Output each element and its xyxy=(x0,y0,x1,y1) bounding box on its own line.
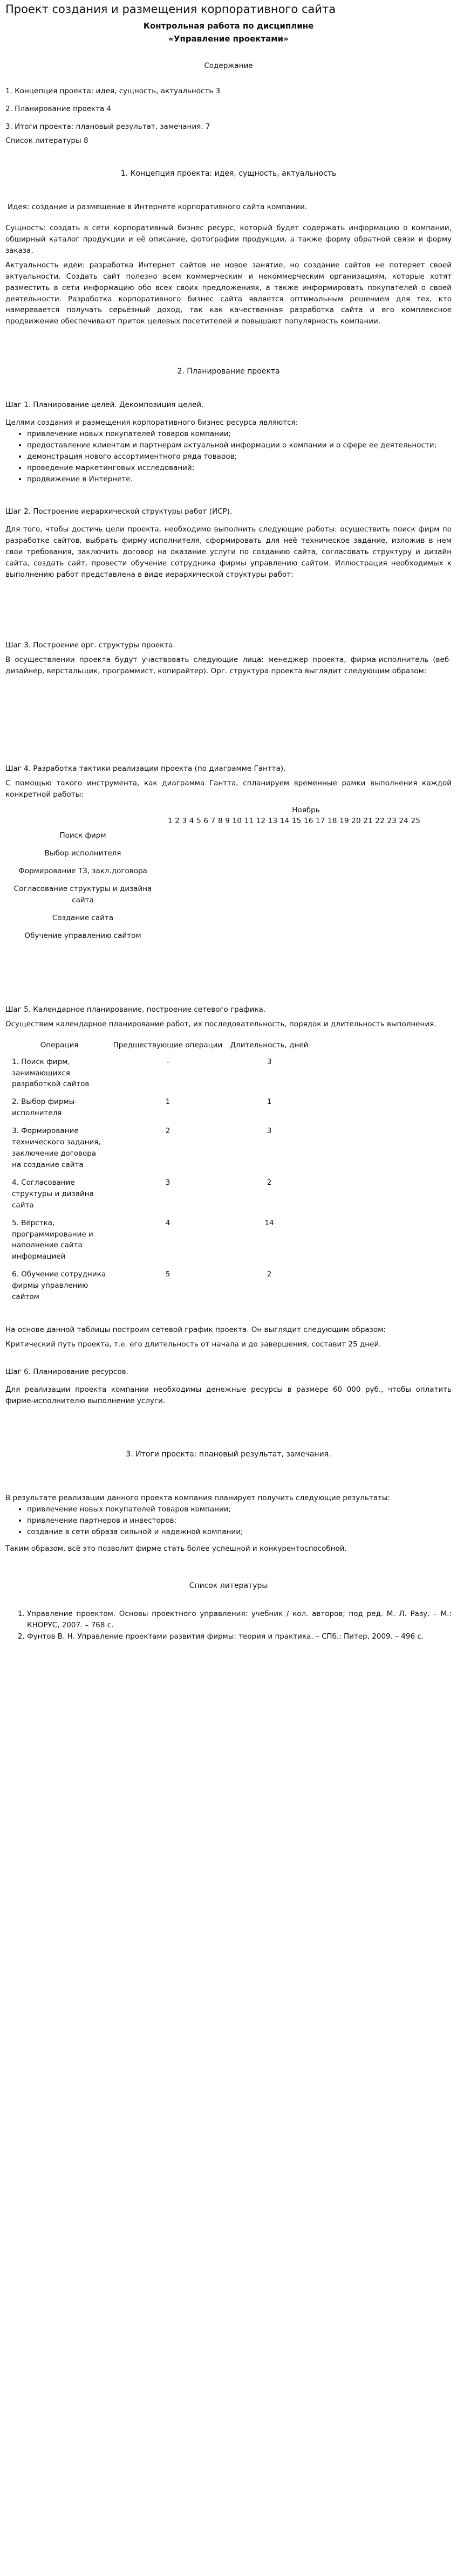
gantt-task: Поиск фирм xyxy=(59,831,106,840)
table-cell-prev: 1 xyxy=(165,1097,170,1107)
list-item: • демонстрация нового ассортиментного ряда товаров; xyxy=(27,451,452,462)
heading-line-1: Контрольная работа по дисциплине xyxy=(143,21,314,31)
step-3-text: В осуществлении проекта будут участвовать следующие лица: менеджер проекта, фирма-исполнитель (веб-дизайнер, верстальщик, программист, копирайтер). Орг. структура проекта выглядит следующим образом: xyxy=(5,655,452,675)
table-row xyxy=(10,1214,312,1266)
table-cell-operation: 5. Вёрстка, программирование и наполнение сайта информацией xyxy=(12,1218,93,1261)
table-cell-operation: 3. Формирование технического задания, заключение договора на создание сайта xyxy=(12,1127,101,1169)
list-item: • создание в сети образа сильной и надежной компании; xyxy=(27,1527,452,1538)
network-after-text-2: Критический путь проекта, т.е. его длительность от начала и до завершения, составит 25 дней. xyxy=(5,1340,381,1349)
references-list xyxy=(5,1608,452,1642)
references-title: Список литературы xyxy=(189,1581,268,1590)
step-3-title: Шаг 3. Построение орг. структуры проекта. xyxy=(5,640,175,650)
step-2-text: Для того, чтобы достичь цели проекта, необходимо выполнить следующие работы: осуществить поиск фирм по разработке сайтов, выбрать фирму-исполнителя, сформировать для неё техническое задание, изложив в нем свои требования, заключить договор на оказание услуги по созданию сайта, согласовать структуру и дизайн сайта, создать сайт, провести обучение сотрудника фирмы управлению сайтом. Иллюстрация необходимых к выполнению работ представлена в виде иерархической структуры работ: xyxy=(5,525,452,579)
table-cell-operation: 1. Поиск фирм, занимающихся разработкой сайтов xyxy=(12,1057,90,1089)
section-1-relevance: Актуальность идеи: разработка Интернет сайтов не новое занятие, но создание сайтов не потеряет своей актуальности. Создать сайт полезно всем коммерческим и некоммерческим организациям, которые хотят разместить в сети информацию обо всех своих предложениях, а также информировать покупателей о своей деятельности. Разработка корпоративного бизнес сайта является оптимальным решением для тех, кто намеревается получать серьёзный доход, так как качественная разработка сайта и его комплексное продвижение обеспечивают приток целевых посетителей и повышают популярность компании. xyxy=(5,260,452,326)
section-1-title: 1. Концепция проекта: идея, сущность, актуальность xyxy=(120,169,337,178)
list-item: • привлечение партнеров и инвесторов; xyxy=(27,1515,452,1527)
network-after-text-1: На основе данной таблицы построим сетевой график проекта. Он выглядит следующим образом: xyxy=(5,1325,386,1335)
table-cell-duration: 2 xyxy=(267,1178,272,1187)
table-cell-operation: 2. Выбор фирмы-исполнителя xyxy=(12,1097,78,1118)
section-1-idea: Идея: создание и размещение в Интернете корпоративного сайта компании. xyxy=(8,203,308,212)
step-5-text: Осуществим календарное планирование работ, их последовательность, порядок и длительность выполнения. xyxy=(5,1019,436,1028)
table-cell-operation: 4. Согласование структуры и дизайна сайта xyxy=(12,1178,94,1210)
table-row xyxy=(10,1266,312,1306)
table-cell-prev: 4 xyxy=(165,1218,170,1227)
section-3-title: 3. Итоги проекта: плановый результат, замечания. xyxy=(126,1449,331,1459)
table-cell-duration: 2 xyxy=(267,1270,272,1279)
network-table xyxy=(10,1038,312,1306)
toc-item: 1. Концепция проекта: идея, сущность, актуальность 3 xyxy=(5,86,221,95)
list-item: • продвижение в Интернете. xyxy=(27,474,452,485)
list-item: • проведение маркетинговых исследований; xyxy=(27,462,452,474)
step-5-title: Шаг 5. Календарное планирование, построение сетевого графика. xyxy=(5,1005,266,1014)
step-6-text: Для реализации проекта компании необходимы денежные ресурсы в размере 60 000 руб., чтобы оплатить фирме-исполнителю выполнение услуги. xyxy=(5,1385,452,1405)
gantt-days: 1 2 3 4 5 6 7 8 9 10 11 12 13 14 15 16 17 18 19 20 21 22 23 24 25 xyxy=(168,817,421,826)
table-cell-prev: - xyxy=(166,1057,169,1066)
table-of-contents xyxy=(5,86,452,147)
step-4-title: Шаг 4. Разработка тактики реализации проекта (по диаграмме Гантта). xyxy=(5,764,286,773)
table-cell-duration: 3 xyxy=(267,1127,272,1136)
section-3-conclusion: Таким образом, всё это позволит фирме стать более успешной и конкурентоспособной. xyxy=(5,1544,347,1553)
table-row xyxy=(10,1174,312,1214)
list-item: 2. Фунтов В. Н. Управление проектами развития фирмы: теория и практика. – СПб.: Питер, 2009. – 496 с. xyxy=(27,1631,452,1642)
document-title: Проект создания и размещения корпоративного сайта xyxy=(5,3,336,16)
gantt-task: Выбор исполнителя xyxy=(44,849,121,858)
section-3-intro: В результате реализации данного проекта компания планирует получить следующие результаты: xyxy=(5,1494,391,1503)
gantt-task: Обучение управлению сайтом xyxy=(24,931,141,940)
table-row xyxy=(10,1053,312,1094)
table-header: Операция xyxy=(40,1040,79,1049)
step-1-intro: Целями создания и размещения корпоративного бизнес ресурса являются: xyxy=(5,418,298,427)
goals-list xyxy=(5,429,452,485)
table-row xyxy=(10,1122,312,1174)
section-1-essence: Сущность: создать в сети корпоративный бизнес ресурс, который будет содержать информацию о компании, обширный каталог продукции и её описание, фотографии продукции, а также форму обратной связи и форму заказа. xyxy=(5,224,452,255)
table-cell-operation: 6. Обучение сотрудника фирмы управлению сайтом xyxy=(12,1270,106,1302)
table-cell-prev: 5 xyxy=(165,1270,170,1279)
toc-item: 2. Планирование проекта 4 xyxy=(5,104,112,113)
results-list xyxy=(5,1504,452,1538)
gantt-task: Создание сайта xyxy=(52,913,114,922)
table-cell-duration: 14 xyxy=(264,1218,274,1227)
toc-title: Содержание xyxy=(204,61,253,70)
step-1-title: Шаг 1. Планирование целей. Декомпозиция целей. xyxy=(5,400,204,409)
table-cell-prev: 2 xyxy=(165,1127,170,1136)
gantt-table xyxy=(5,805,452,945)
table-row xyxy=(10,1093,312,1122)
table-cell-duration: 1 xyxy=(267,1097,272,1107)
list-item: • привлечение новых покупателей товаров компании; xyxy=(27,1504,452,1515)
table-cell-prev: 3 xyxy=(165,1178,170,1187)
gantt-task: Согласование структуры и дизайна сайта xyxy=(13,885,152,905)
section-2-title: 2. Планирование проекта xyxy=(177,367,280,376)
step-4-text: С помощью такого инструмента, как диаграмма Гантта, спланируем временные рамки выполнения каждой конкретной работы: xyxy=(5,778,452,799)
list-item: • предоставление клиентам и партнерам актуальной информации о компании и о сфере ее деятельности; xyxy=(27,440,452,451)
gantt-month: Ноябрь xyxy=(292,805,320,814)
heading-line-2: «Управление проектами» xyxy=(168,33,289,44)
list-item: • привлечение новых покупателей товаров компании; xyxy=(27,429,452,440)
list-item: 1. Управление проектом. Основы проектного управления: учебник / кол. авторов; под ред. М. Л. Разу. – М.: КНОРУС, 2007. – 768 с. xyxy=(27,1608,452,1631)
table-header: Длительность, дней xyxy=(230,1040,309,1049)
toc-item: Список литературы 8 xyxy=(5,136,88,146)
toc-item: 3. Итоги проекта: плановый результат, замечания. 7 xyxy=(5,122,210,131)
table-header: Предшествующие операции xyxy=(113,1040,223,1049)
step-6-title: Шаг 6. Планирование ресурсов. xyxy=(5,1367,128,1376)
table-cell-duration: 3 xyxy=(267,1057,272,1066)
gantt-task: Формирование ТЗ, закл.договора xyxy=(18,867,147,876)
step-2-title: Шаг 2. Построение иерархической структуры работ (ИСР). xyxy=(5,507,233,516)
